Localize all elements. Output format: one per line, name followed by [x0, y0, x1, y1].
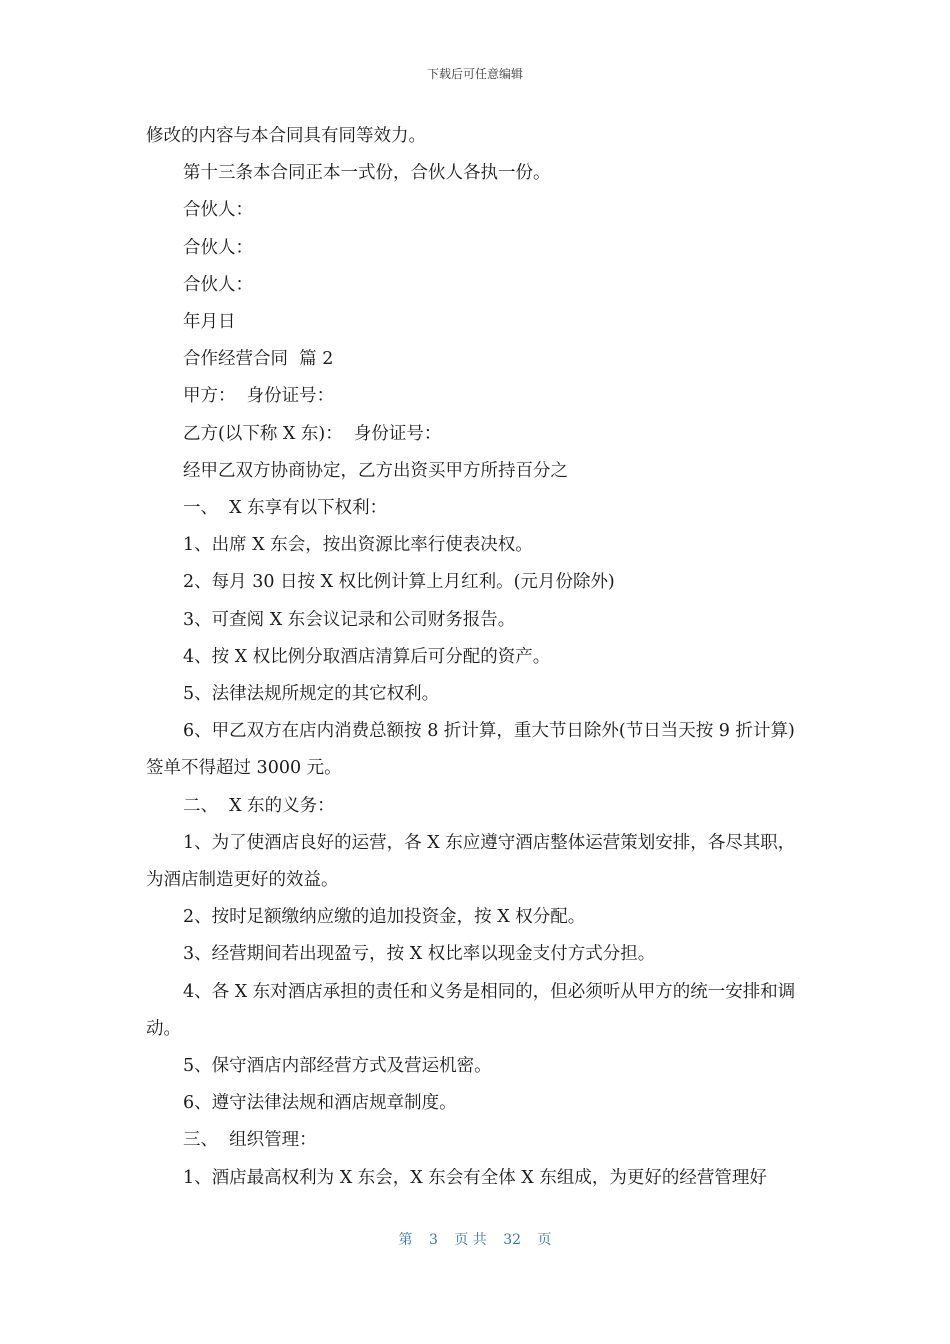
- list-item: 2、每月 30 日按 X 权比例计算上月红利。(元月份除外): [183, 572, 615, 593]
- list-item: 4、按 X 权比例分取酒店清算后可分配的资产。: [183, 646, 551, 667]
- paragraph: 乙方(以下称 X 东)： 身份证号：: [183, 423, 442, 444]
- list-item: 3、可查阅 X 东会议记录和公司财务报告。: [183, 609, 516, 630]
- page-header: [0, 66, 950, 82]
- footer-suffix: 页: [537, 1232, 552, 1248]
- section-title: 合作经营合同 篇 2: [183, 349, 334, 370]
- clause-heading: 三、 组织管理：: [183, 1130, 317, 1151]
- paragraph: 合伙人：: [183, 237, 253, 258]
- paragraph: 合伙人：: [183, 274, 253, 295]
- clause-heading: 二、 X 东的义务：: [183, 795, 335, 816]
- list-item: 5、法律法规所规定的其它权利。: [183, 684, 440, 705]
- clause-heading: 一、 X 东享有以下权利：: [183, 498, 388, 519]
- paragraph: 甲方： 身份证号：: [183, 386, 335, 407]
- paragraph: 年月日: [183, 312, 236, 333]
- list-item: 4、各 X 东对酒店承担的责任和义务是相同的，但必须听从甲方的统一安排和调动。: [146, 981, 796, 1039]
- paragraph: 合伙人：: [183, 200, 253, 221]
- total-pages-number: 32: [503, 1232, 522, 1248]
- current-page-number: 3: [428, 1232, 438, 1248]
- list-item: 6、甲乙双方在店内消费总额按 8 折计算，重大节日除外(节日当天按 9 折计算)签单不得超过 3000 元。: [146, 721, 795, 779]
- document-body: [146, 118, 806, 1197]
- header-note: 下载后可任意编辑: [426, 67, 523, 81]
- list-item: 5、保守酒店内部经营方式及营运机密。: [183, 1056, 492, 1077]
- list-item: 1、出席 X 东会，按出资源比率行使表决权。: [183, 535, 533, 556]
- list-item: 2、按时足额缴纳应缴的追加投资金，按 X 权分配。: [183, 907, 586, 928]
- footer-middle: 页 共: [454, 1232, 487, 1248]
- list-item: 1、为了使酒店良好的运营，各 X 东应遵守酒店整体运营策划安排，各尽其职，为酒店制造更好的效益。: [146, 832, 796, 891]
- list-item: 3、经营期间若出现盈亏，按 X 权比率以现金支付方式分担。: [183, 944, 656, 965]
- page-footer: [0, 1230, 950, 1250]
- paragraph: 经甲乙双方协商协定，乙方出资买甲方所持百分之: [183, 460, 568, 481]
- list-item: 6、遵守法律法规和酒店规章制度。: [183, 1093, 457, 1114]
- footer-prefix: 第: [398, 1232, 413, 1248]
- paragraph: 第十三条本合同正本一式份，合伙人各执一份。: [183, 163, 551, 184]
- list-item: 1、酒店最高权利为 X 东会，X 东会有全体 X 东组成，为更好的经营管理好: [183, 1167, 767, 1188]
- paragraph: 修改的内容与本合同具有同等效力。: [146, 126, 426, 146]
